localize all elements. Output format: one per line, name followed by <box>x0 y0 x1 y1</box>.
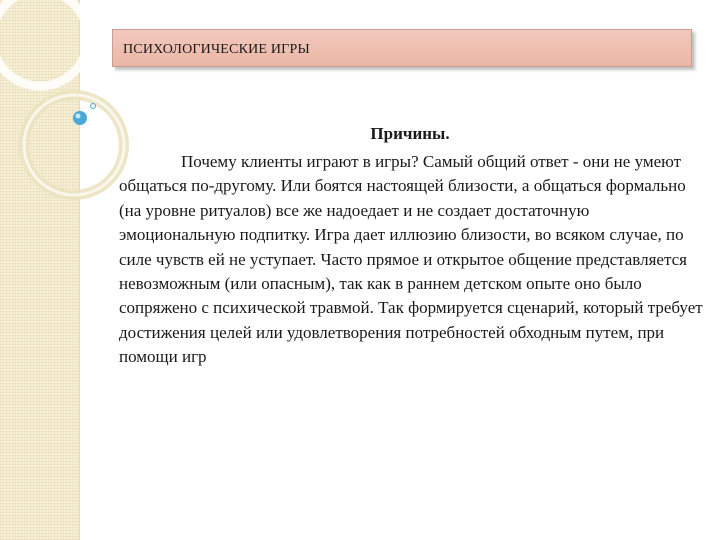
small-bubble-icon <box>91 104 96 109</box>
title-bar <box>112 29 692 67</box>
body-paragraph: Почему клиенты играют в игры? Самый общий ответ - они не умеют общаться по-другому. Или боятся настоящей близости, а общаться формально (на уровне ритуалов) все же надоедает и не создает достаточную эмоциональную подпитку. Игра дает иллюзию близости, во всяком случае, по силе чувств ей не уступает. Часто прямое и открытое общение представляется невозможным (или опасным), так как в раннем детском опыте оно было сопряжено с психической травмой. Так формируется сценарий, который требует достижения целей или удовлетворения потребностей обходным путем, при помощи игр <box>119 152 703 367</box>
section-heading: Причины. <box>370 124 450 143</box>
slide-title: ПСИХОЛОГИЧЕСКИЕ ИГРЫ <box>123 42 310 57</box>
blue-bubble-icon <box>73 111 87 125</box>
